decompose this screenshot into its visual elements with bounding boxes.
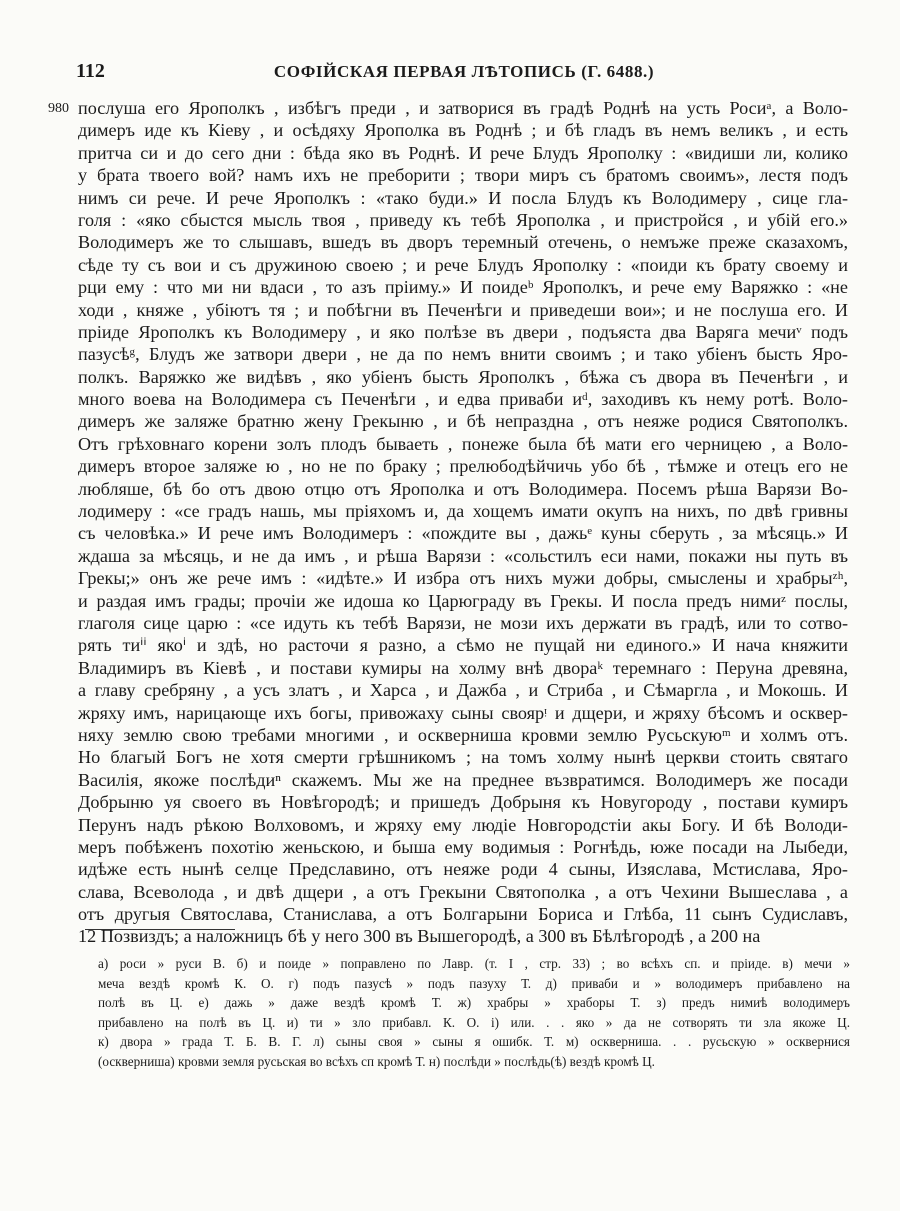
text-line: рци ему : что ми ни вдаси , то азъ пріиму.» И поидеᵇ Ярополкъ, и рече ему Варяжко : «не (78, 277, 848, 298)
page-number: 112 (76, 60, 105, 82)
text-line: димеръ же заляже братню жену Грекыню , и бѣ непраздна , отъ неяже родися Святополкъ. (78, 411, 848, 432)
text-line: полкъ. Варяжко же видѣвъ , яко убіенъ бысть Ярополкъ , бѣжа съ двора въ Печенѣги , и (78, 366, 848, 387)
text-line: димеръ второе заляже ю , но не по браку ; прелюбодѣйчичь убо бѣ , тѣмже и отецъ его не (78, 456, 848, 477)
text-line: Но благый Богъ не хотя смерти грѣшникомъ ; на томъ холму нынѣ церкви стоить святаго (78, 747, 848, 768)
text-line: Грекы;» онъ же рече имъ : «идѣте.» И избра отъ нихъ мужи добры, смыслены и храбрыᶻʰ, (78, 568, 848, 589)
text-line: а главу сребряну , а усъ златъ , и Харса , и Дажба , и Стриба , и Сѣмаргла , и Мокошь. И (78, 680, 848, 701)
text-line: Василія, якоже послѣдиⁿ скажемъ. Мы же на преднее възвратимся. Володимеръ же посади (78, 769, 848, 790)
text-line: меръ побѣженъ похотію женьскою, и быша ему водимыя : Рогнѣдь, юже посади на Лыбеди, (78, 836, 848, 857)
footnote-line: прибавлено на полѣ въ Ц. и) ти » зло прибавл. К. О. і) или. . . яко » да не сотворять ти зла якоже Ц. (98, 1014, 850, 1030)
footnote-line: меча вездѣ кромѣ К. О. г) подъ пазусѣ » подъ пазуху Т. д) приваби и » володимеръ прибавлено на (98, 975, 850, 991)
text-line: и раздая имъ грады; прочіи же идоша ко Царюграду въ Грекы. И посла предъ нимиᶻ послы, (78, 590, 848, 611)
text-line: послуша его Ярополкъ , избѣгъ преди , и затворися въ градѣ Роднѣ на усть Росиᵃ, а Воло- (78, 98, 848, 118)
text-line: притча си и до сего дни : бѣда яко въ Роднѣ. И рече Блудъ Ярополку : «видиши ли, колико (78, 142, 848, 163)
text-line: Добрыню уя своего въ Новѣгородѣ; и пришедъ Добрыня къ Новугороду , постави кумиръ (78, 792, 848, 813)
text-line: голя : «яко сбыстся мысль твоя , приведу къ тебѣ Ярополка , и пристройся , и убій его.» (78, 209, 848, 230)
text-line: много воева на Володимера съ Печенѣги , и едва приваби иᵈ, заходивъ къ нему ротѣ. Воло- (78, 389, 848, 410)
text-line: пазусѣᵍ, Блудъ же затвори двери , не да по немъ внити своимъ ; и тако убіенъ бысть Яро- (78, 344, 848, 365)
footnote-line: (оскверниша) кровми земля русьская во всѣхъ сп кромѣ Т. н) послѣди » послѣдь(ѣ) вездѣ кромѣ Ц. (98, 1053, 655, 1069)
text-line: ждаша за мѣсяць, и не да имъ , и рѣша Варязи : «сольстилъ еси нами, покажи ны путь въ (78, 545, 848, 566)
footnote-line: полѣ въ Ц. е) дажь » даже вездѣ кромѣ Т. ж) храбры » храборы Т. з) предъ нимиѣ володимеръ (98, 995, 850, 1011)
footnotes (98, 954, 850, 1072)
footnote-rule (85, 929, 235, 930)
footnote-line: к) двора » града Т. Б. В. Г. л) сыны своя » сыны я ошибк. Т. м) оскверниша. . . русьскую » осквернися (98, 1034, 850, 1050)
running-head: СОФІЙСКАЯ ПЕРВАЯ ЛѢТОПИСЬ (Г. 6488.) (273, 62, 655, 81)
text-line: съ человѣка.» И рече имъ Володимеръ : «пождите вы , дажьᵉ куны сберуть , за мѣсяць.» И (78, 523, 848, 544)
text-line: Отъ грѣховнаго корени золъ плодъ бываеть , понеже была бѣ мати его черницею , а Воло- (78, 433, 848, 454)
text-line: любляше, бѣ бо отъ двою отцю отъ Ярополка и отъ Володимера. Посемъ рѣша Варязи Во- (78, 478, 848, 499)
text-line: идѣже есть нынѣ селце Предславино, отъ неяже роди 4 сыны, Изяслава, Мстислава, Яро- (78, 859, 848, 880)
text-line: нимъ си рече. И рече Ярополкъ : «тако буди.» И посла Блудъ къ Володимеру , сице гла- (78, 187, 848, 208)
text-line: Владимиръ въ Кіевѣ , и постави кумиры на холму внѣ двораᵏ теремнаго : Перуна древяна, (78, 657, 848, 678)
text-line: ходи , княже , убіютъ тя ; и побѣгни въ Печенѣги и приведеши вои»; и не послуша его. И (78, 299, 848, 320)
text-line: няху землю свою требами многими , и оскверниша кровми землю Русьскуюᵐ и холмъ отъ. (78, 724, 848, 745)
text-line: отъ другыя Святослава, Станислава, а отъ Болгарыни Бориса и Глѣба, 11 сынъ Судиславъ, (78, 904, 848, 925)
footnote-line: а) роси » руси В. б) и поиде » поправлено по Лавр. (т. I , стр. 33) ; во всѣхъ сп. и пріиде. в) мечи » (98, 956, 850, 971)
text-line: жряху имъ, нарицающе ихъ богы, привожаху сыны своярᵎ и дщери, и жряху бѣсомъ и осквер- (78, 702, 848, 723)
text-line: лодимеру : «се градъ нашь, мы пріяхомъ и, да хощемъ имати окупъ на нихъ, по двѣ гривны (78, 501, 848, 522)
text-line: глаголя сице царю : «се идуть къ тебѣ Варязи, не мози ихъ держати въ градѣ, или то сотво- (78, 612, 848, 633)
page-header (74, 60, 854, 90)
text-line: Перунъ надъ рѣкою Волховомъ, и жряху ему людіе Новгородстіи акы Богу. И бѣ Володи- (78, 814, 848, 835)
text-line: димеръ иде къ Кіеву , и осѣдяху Ярополка въ Роднѣ ; и бѣ гладъ въ немъ великъ , и есть (78, 120, 848, 141)
text-line: Володимеръ же то слышавъ, вшедъ въ дворъ теремный отечень, о немъже преже сказахомъ, (78, 232, 848, 253)
chronicle-text (78, 97, 848, 948)
text-line: рять тиⁱⁱ якоⁱ и здѣ, но расточи я разно, а сѣмо не пущай ни единого.» И нача княжити (78, 635, 848, 656)
text-line: слава, Всеволода , и двѣ дщери , а отъ Грекыни Святополка , а отъ Чехини Вышеслава , а (78, 881, 848, 902)
text-line: сѣде ту съ вои и съ дружиною своею ; и рече Блудъ Ярополку : «поиди къ брату своему и (78, 254, 848, 275)
text-line: пріиде Ярополкъ къ Володимеру , и яко полѣзе въ двери , подъяста два Варяга мечиᵛ подъ (78, 321, 848, 342)
text-line: 12 Позвиздъ; а наложницъ бѣ у него 300 въ Вышегородѣ, а 300 въ Бѣлѣгородѣ , а 200 на (78, 926, 761, 947)
text-line: у брата твоего вой? намъ ихъ не преборити ; твори миръ съ братомъ своимъ», лестя подъ (78, 165, 848, 186)
margin-year-marker: 980 (48, 101, 69, 116)
